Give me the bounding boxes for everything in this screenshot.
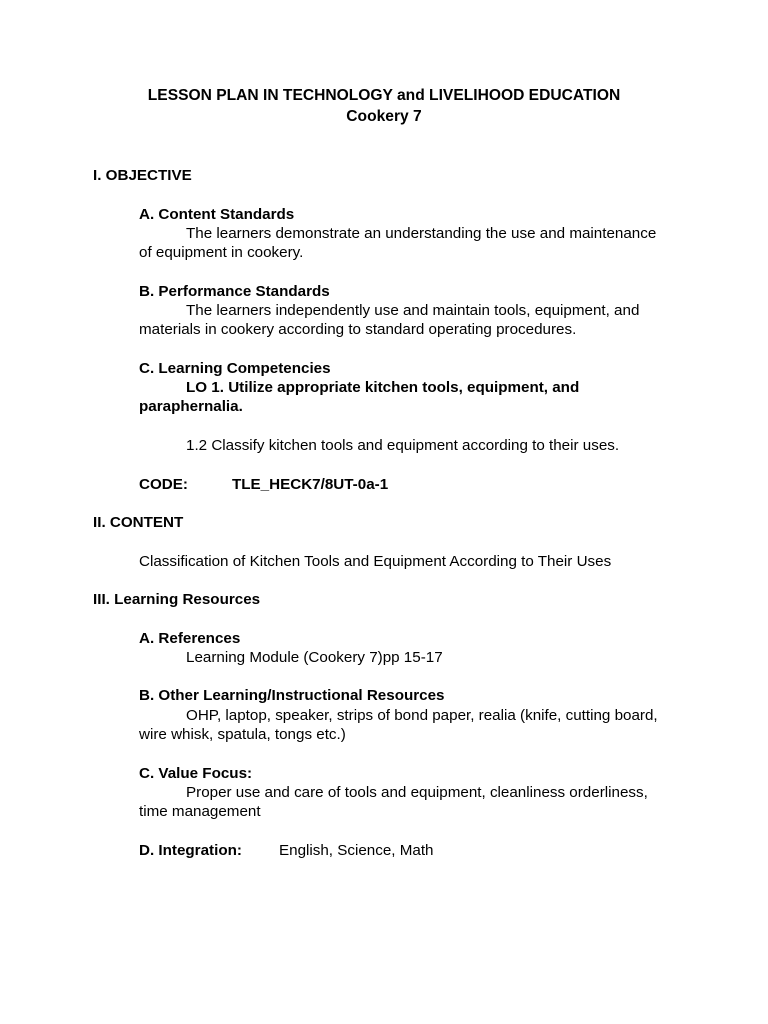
value-focus-text-line2: time management (139, 803, 261, 820)
document-subtitle: Cookery 7 (346, 108, 422, 125)
content-standards-text-line2: of equipment in cookery. (139, 244, 304, 261)
other-resources-heading: B. Other Learning/Instructional Resources (139, 687, 445, 704)
integration-value: English, Science, Math (279, 842, 434, 859)
learning-resources-heading: III. Learning Resources (93, 591, 261, 608)
content-standards-heading: A. Content Standards (139, 206, 295, 223)
references-text: Learning Module (Cookery 7)pp 15-17 (186, 649, 443, 666)
competency-item: 1.2 Classify kitchen tools and equipment according to their uses. (186, 437, 620, 454)
code-label: CODE: (139, 476, 188, 493)
performance-standards-heading: B. Performance Standards (139, 283, 330, 300)
document-title: LESSON PLAN IN TECHNOLOGY and LIVELIHOOD EDUCATION (147, 87, 621, 104)
learning-outcome-line1: LO 1. Utilize appropriate kitchen tools, equipment, and (186, 379, 580, 396)
other-resources-text-line2: wire whisk, spatula, tongs etc.) (139, 726, 346, 743)
content-text: Classification of Kitchen Tools and Equipment According to Their Uses (139, 553, 612, 570)
performance-standards-text-line2: materials in cookery according to standard operating procedures. (139, 321, 577, 338)
value-focus-heading: C. Value Focus: (139, 765, 253, 782)
objective-heading: I. OBJECTIVE (93, 167, 192, 184)
content-heading: II. CONTENT (93, 514, 184, 531)
integration-label: D. Integration: (139, 842, 242, 859)
code-value: TLE_HECK7/8UT-0a-1 (232, 476, 389, 493)
value-focus-text-line1: Proper use and care of tools and equipment, cleanliness orderliness, (186, 784, 648, 801)
learning-competencies-heading: C. Learning Competencies (139, 360, 331, 377)
content-standards-text-line1: The learners demonstrate an understanding the use and maintenance (186, 225, 657, 242)
learning-outcome-line2: paraphernalia. (139, 398, 243, 415)
performance-standards-text-line1: The learners independently use and maintain tools, equipment, and (186, 302, 640, 319)
references-heading: A. References (139, 630, 241, 647)
other-resources-text-line1: OHP, laptop, speaker, strips of bond paper, realia (knife, cutting board, (186, 707, 658, 724)
